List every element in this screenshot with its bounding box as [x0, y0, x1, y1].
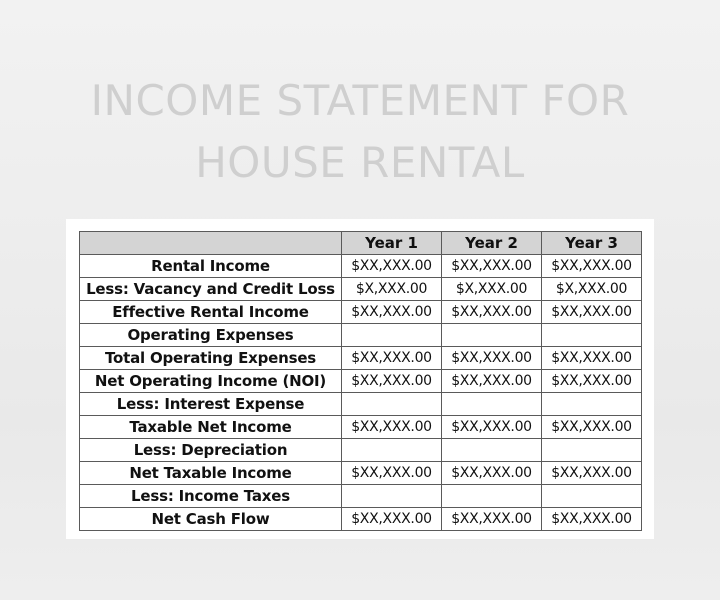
table-row: [80, 508, 642, 531]
value-cell-year-3: $XX,XXX.00: [542, 508, 642, 531]
value-cell-year-1: $XX,XXX.00: [342, 301, 442, 324]
value-cell-year-2: $XX,XXX.00: [442, 416, 542, 439]
value-cell-year-1: $XX,XXX.00: [342, 370, 442, 393]
value-cell-year-2: $X,XXX.00: [442, 278, 542, 301]
value-cell-year-3: $XX,XXX.00: [542, 347, 642, 370]
header-cell-year-3: Year 3: [542, 232, 642, 255]
page-title-line-1: INCOME STATEMENT FOR: [90, 76, 630, 125]
value-cell-year-1: [342, 439, 442, 462]
value-cell-year-3: $XX,XXX.00: [542, 462, 642, 485]
value-cell-year-1: $XX,XXX.00: [342, 508, 442, 531]
value-cell-year-3: [542, 439, 642, 462]
row-label: Net Cash Flow: [80, 508, 342, 531]
row-label: Less: Interest Expense: [80, 393, 342, 416]
value-cell-year-2: $XX,XXX.00: [442, 347, 542, 370]
row-label: Taxable Net Income: [80, 416, 342, 439]
table-row: [80, 255, 642, 278]
value-cell-year-2: $XX,XXX.00: [442, 301, 542, 324]
row-label: Rental Income: [80, 255, 342, 278]
row-label: Operating Expenses: [80, 324, 342, 347]
value-cell-year-1: [342, 485, 442, 508]
value-cell-year-1: $XX,XXX.00: [342, 416, 442, 439]
row-label: Less: Depreciation: [80, 439, 342, 462]
value-cell-year-1: $XX,XXX.00: [342, 462, 442, 485]
value-cell-year-1: $XX,XXX.00: [342, 255, 442, 278]
header-cell-year-1: Year 1: [342, 232, 442, 255]
value-cell-year-2: [442, 485, 542, 508]
value-cell-year-3: $XX,XXX.00: [542, 301, 642, 324]
value-cell-year-1: [342, 324, 442, 347]
row-label: Total Operating Expenses: [80, 347, 342, 370]
row-label: Net Operating Income (NOI): [80, 370, 342, 393]
value-cell-year-2: $XX,XXX.00: [442, 462, 542, 485]
table-header-row: [80, 232, 642, 255]
value-cell-year-2: $XX,XXX.00: [442, 370, 542, 393]
page-title-line-2: HOUSE RENTAL: [195, 138, 525, 187]
page-title: [0, 70, 720, 194]
value-cell-year-2: [442, 393, 542, 416]
value-cell-year-3: $XX,XXX.00: [542, 370, 642, 393]
table-row: [80, 278, 642, 301]
table-row: [80, 370, 642, 393]
income-statement-table: [79, 231, 642, 531]
value-cell-year-2: [442, 439, 542, 462]
row-label: Less: Vacancy and Credit Loss: [80, 278, 342, 301]
table-row: [80, 485, 642, 508]
table-row: [80, 416, 642, 439]
row-label: Effective Rental Income: [80, 301, 342, 324]
value-cell-year-1: $X,XXX.00: [342, 278, 442, 301]
value-cell-year-3: $X,XXX.00: [542, 278, 642, 301]
header-cell-blank: [80, 232, 342, 255]
value-cell-year-3: [542, 485, 642, 508]
value-cell-year-3: $XX,XXX.00: [542, 416, 642, 439]
value-cell-year-3: $XX,XXX.00: [542, 255, 642, 278]
table-row: [80, 324, 642, 347]
table-row: [80, 439, 642, 462]
row-label: Less: Income Taxes: [80, 485, 342, 508]
value-cell-year-2: $XX,XXX.00: [442, 508, 542, 531]
value-cell-year-2: [442, 324, 542, 347]
row-label: Net Taxable Income: [80, 462, 342, 485]
value-cell-year-1: $XX,XXX.00: [342, 347, 442, 370]
value-cell-year-3: [542, 324, 642, 347]
value-cell-year-3: [542, 393, 642, 416]
table-body: [80, 255, 642, 531]
table-row: [80, 301, 642, 324]
value-cell-year-2: $XX,XXX.00: [442, 255, 542, 278]
table-row: [80, 462, 642, 485]
table-row: [80, 393, 642, 416]
header-cell-year-2: Year 2: [442, 232, 542, 255]
table-row: [80, 347, 642, 370]
value-cell-year-1: [342, 393, 442, 416]
